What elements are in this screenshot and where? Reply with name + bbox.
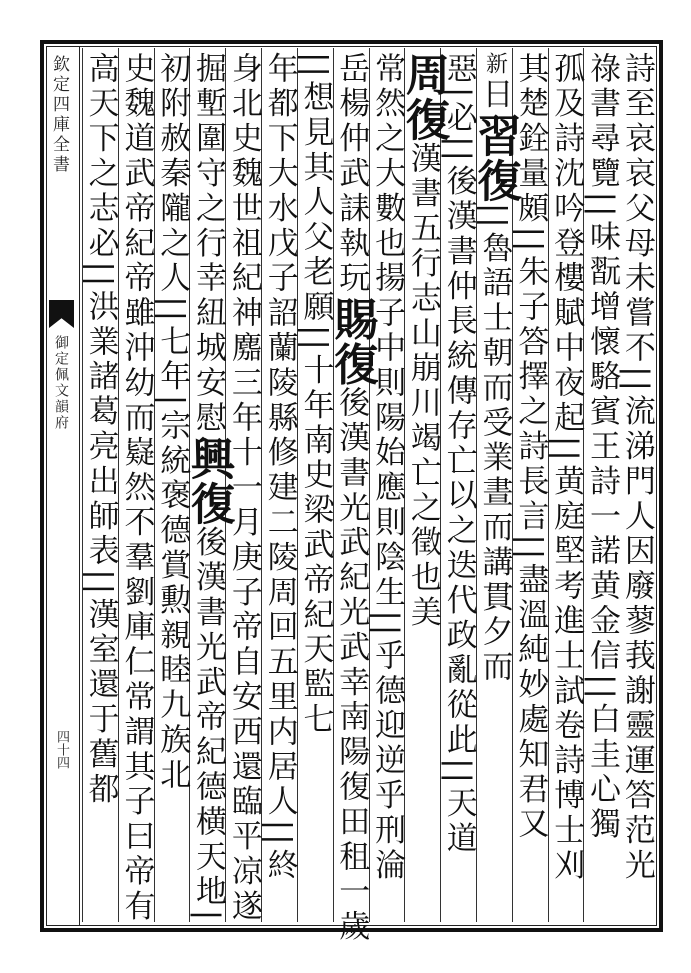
entry-text: 漢書五行志山崩川竭亡之徵也美 xyxy=(404,142,441,631)
entry-text: 初附赦秦隴之人||七年 xyxy=(154,52,191,395)
text-column xyxy=(182,48,234,939)
entry-text: 岳楊仲武誄執玩 xyxy=(333,52,370,297)
entry-text: 掘塹圍守之行幸紐城安慰 xyxy=(189,52,226,436)
text-column xyxy=(548,48,584,922)
column-text: 年都下大水戊子詔蘭陵縣修建二陵周回五里内居人||終 xyxy=(261,52,298,884)
column-text xyxy=(442,52,475,857)
headword: 賜復 xyxy=(326,296,378,387)
entry-text: 後漢書光武帝紀德横天地|| xyxy=(189,525,226,939)
page-gutter xyxy=(46,46,80,926)
text-columns xyxy=(82,48,655,945)
text-column xyxy=(397,48,449,922)
text-column xyxy=(297,48,333,922)
entry-text: ||想見其人 xyxy=(297,52,334,221)
text-column xyxy=(469,48,521,922)
column-text: 祿書尋覽||味翫增懷駱賓王詩一諾黄金信||白圭心獨 xyxy=(584,52,621,843)
column-text: 詩至哀哀父母未嘗不||流涕門人因廢蓼莪謝靈運答范光 xyxy=(618,52,655,884)
text-column xyxy=(261,48,297,922)
headword: 周復 xyxy=(397,52,449,142)
column-text xyxy=(397,52,449,631)
entry-text: 惡|必||後漢書仲長統傳存亡以之迭代政亂從此||天道 xyxy=(440,52,477,857)
section-title: 御定佩文韻府 xyxy=(53,335,69,431)
headword: 習復 xyxy=(469,112,521,203)
column-text: 高天下之志必||洪業諸葛亮出師表||漢室還于舊都 xyxy=(82,52,119,808)
lead-char: 日 xyxy=(476,77,513,113)
text-column xyxy=(583,48,619,922)
column-text: 身北史魏世祖紀神䴥三年十一月庚子帝自安西還臨平凉遂 xyxy=(225,52,262,925)
column-text xyxy=(182,52,234,939)
column-text: 其楚銓量頗||朱子答擇之詩長言||盡溫純妙處知君又 xyxy=(512,52,549,843)
entry-text: 後漢書光武紀光武幸南陽復田租一歲 xyxy=(333,386,370,945)
column-text xyxy=(326,52,378,945)
text-column xyxy=(326,48,378,945)
text-column xyxy=(619,48,654,922)
text-column xyxy=(154,48,190,922)
entry-text: |宗統褒德賞勲親睦九族北 xyxy=(154,394,191,794)
book-title: 欽定四庫全書 xyxy=(49,55,69,175)
entry-text: 父老願||十年南史梁武帝紀天監七 xyxy=(297,220,334,738)
column-text: 史魏道武帝紀帝雖沖幼而嶷然不羣劉庫仁常謂其子曰帝有 xyxy=(118,52,155,925)
text-column xyxy=(118,48,155,925)
entry-text: ||魯語士朝而受業晝而講貫夕而 xyxy=(476,202,513,686)
column-text xyxy=(469,52,521,686)
lead-char: 新 xyxy=(482,52,508,78)
column-text: 常然之大數也揚子中則陽始應則陰生||乎德迎逆乎刑淪 xyxy=(369,52,406,884)
page-number: 四十四 xyxy=(54,730,69,769)
text-column xyxy=(82,48,118,922)
headword: 興復 xyxy=(182,435,234,526)
column-text: 孤及詩沈吟登樓賦中夜起||黄庭堅考進士試卷詩博士刈 xyxy=(548,52,585,884)
column-text xyxy=(299,52,332,738)
column-text xyxy=(156,52,189,793)
